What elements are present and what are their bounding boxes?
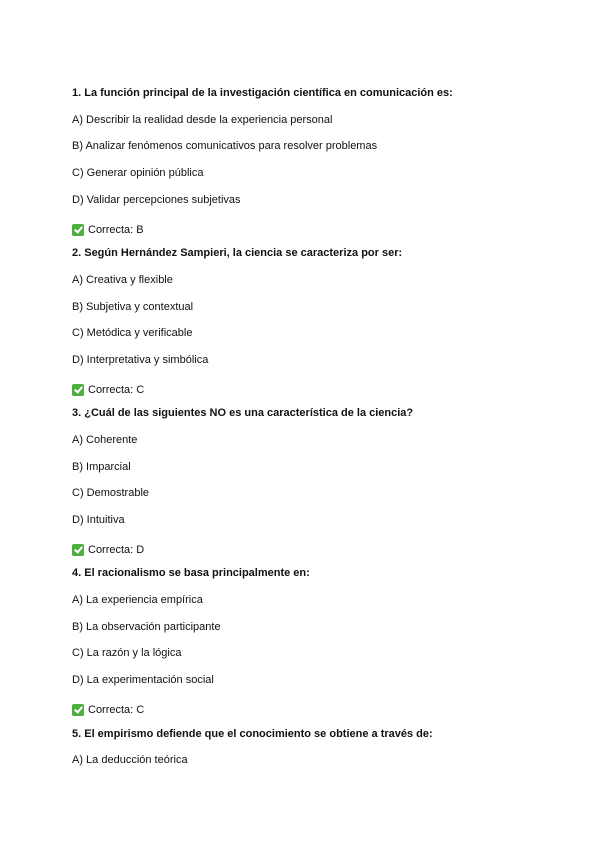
check-mark-icon <box>72 224 84 236</box>
question-1-title: 1. La función principal de la investigación científica en comunicación es: <box>72 87 453 99</box>
question-2-answer-text: Correcta: C <box>88 383 145 396</box>
question-2-option-b: B) Subjetiva y contextual <box>72 300 194 313</box>
question-2-option-d: D) Interpretativa y simbólica <box>72 353 209 366</box>
question-3-answer-text: Correcta: D <box>88 544 145 557</box>
question-1-option-c: C) Generar opinión pública <box>72 167 204 180</box>
check-mark-icon <box>72 544 84 556</box>
question-1-answer <box>72 216 572 243</box>
question-3-option-a: A) Coherente <box>72 433 138 446</box>
question-4-answer <box>72 697 572 724</box>
question-2-option-a: A) Creativa y flexible <box>72 273 173 286</box>
question-1-option-b: B) Analizar fenómenos comunicativos para resolver problemas <box>72 140 378 153</box>
check-mark-icon <box>72 704 84 716</box>
question-4-option-d: D) La experimentación social <box>72 674 214 687</box>
question-5-title: 5. El empirismo defiende que el conocimiento se obtiene a través de: <box>72 727 433 740</box>
question-2-answer <box>72 377 572 404</box>
question-4-title: 4. El racionalismo se basa principalmente en: <box>72 567 310 580</box>
question-1-option-d: D) Validar percepciones subjetivas <box>72 193 241 206</box>
question-3-option-b: B) Imparcial <box>72 460 131 473</box>
question-4-option-c: C) La razón y la lógica <box>72 647 182 660</box>
question-2-title: 2. Según Hernández Sampieri, la ciencia se caracteriza por ser: <box>72 247 403 260</box>
question-3-option-d: D) Intuitiva <box>72 514 125 526</box>
question-2-option-c: C) Metódica y verificable <box>72 327 193 340</box>
question-3-answer <box>72 537 572 564</box>
check-mark-icon <box>72 384 84 396</box>
question-3-title: 3. ¿Cuál de las siguientes NO es una característica de la ciencia? <box>72 407 414 420</box>
question-1-option-a: A) Describir la realidad desde la experiencia personal <box>72 113 333 126</box>
question-5-option-a: A) La deducción teórica <box>72 754 188 767</box>
question-3-option-c: C) Demostrable <box>72 487 150 500</box>
question-4-option-b: B) La observación participante <box>72 620 221 633</box>
question-4-answer-text: Correcta: C <box>88 704 145 717</box>
question-4-option-a: A) La experiencia empírica <box>72 594 203 607</box>
document-body <box>72 83 572 777</box>
question-1-answer-text: Correcta: B <box>88 223 144 236</box>
